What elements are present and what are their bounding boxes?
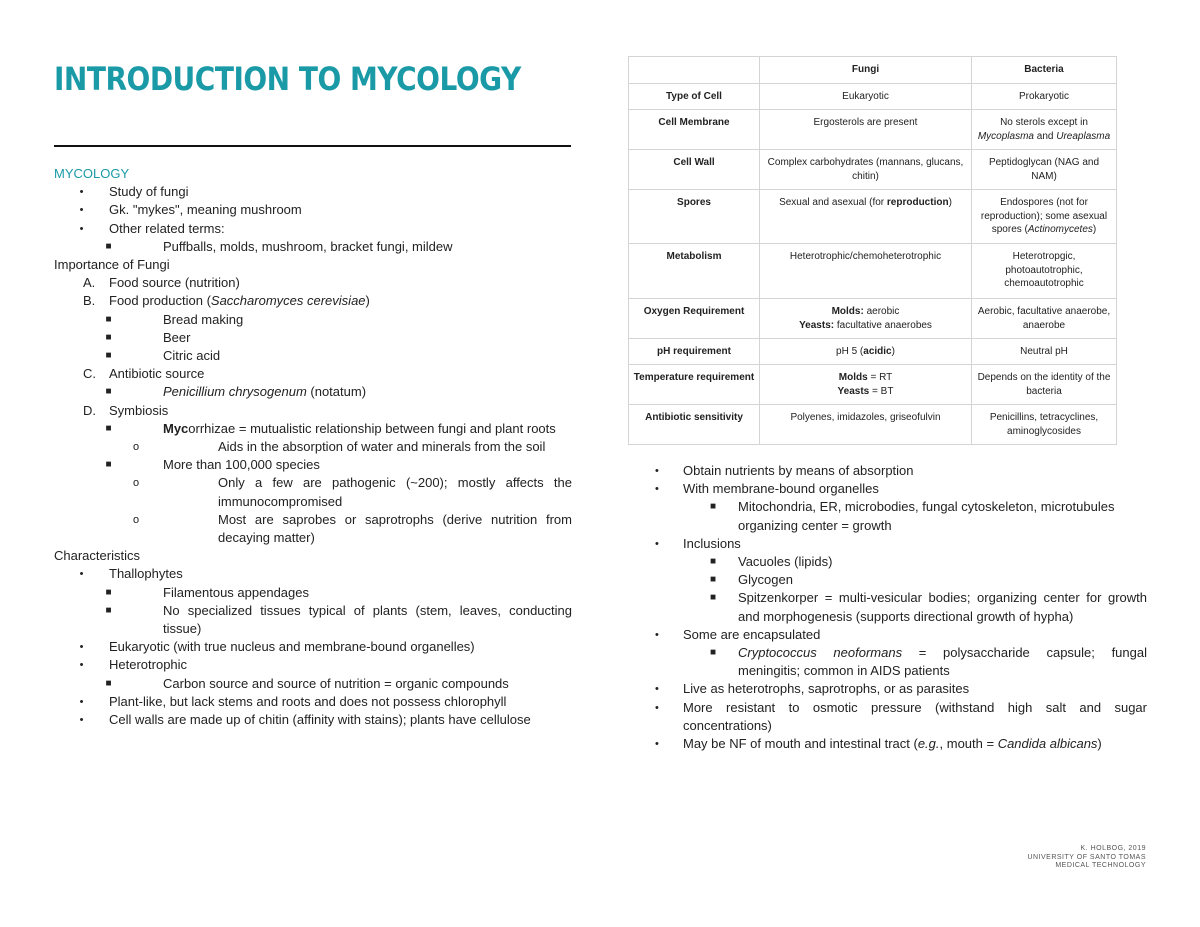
list-item: o Aids in the absorption of water and minerals from the soil (132, 439, 546, 455)
list-item: ■ Mycorrhizae = mutualistic relationship between fungi and plant roots (105, 420, 556, 436)
right-column (655, 462, 1147, 753)
table-row: Oxygen Requirement Molds: aerobic Yeasts: facultative anaerobes Aerobic, facultative anaerobe, anaerobe (629, 299, 1117, 339)
list-item: • Plant-like, but lack stems and roots and does not possess chlorophyll (79, 693, 507, 709)
list-item: • Eukaryotic (with true nucleus and membrane-bound organelles) (79, 639, 475, 655)
list-item: • Study of fungi (79, 184, 189, 200)
list-item: ■ Puffballs, molds, mushroom, bracket fungi, mildew (105, 238, 453, 254)
list-item: ■ No specialized tissues typical of plants (stem, leaves, conducting tissue) (105, 602, 572, 637)
list-item: ■ Carbon source and source of nutrition = organic compounds (105, 675, 509, 691)
list-item: • Thallophytes (79, 566, 183, 582)
table-row: pH requirement pH 5 (acidic) Neutral pH (629, 339, 1117, 365)
list-item: ■ Glycogen (710, 572, 793, 588)
list-item: • Heterotrophic (79, 657, 188, 673)
list-item: o Only a few are pathogenic (~200); mostly affects the immunocompromised (132, 475, 572, 509)
list-item: • Live as heterotrophs, saprotrophs, or as parasites (655, 681, 970, 697)
table-row: Temperature requirement Molds = RT Yeasts = BT Depends on the identity of the bacteria (629, 365, 1117, 405)
table-row: Spores Sexual and asexual (for reproduction) Endospores (not for reproduction); some asexual spores (Actinomycetes) (629, 190, 1117, 244)
footer-credit: K. HOLBOG, 2019 UNIVERSITY OF SANTO TOMAS MEDICAL TECHNOLOGY (1027, 845, 1146, 869)
title-divider (54, 145, 571, 147)
list-item: ■ Citric acid (105, 348, 221, 364)
list-item: B. Food production (Saccharomyces cerevisiae) (83, 293, 370, 309)
mycology-heading: MYCOLOGY (54, 166, 130, 181)
list-item: ■ Cryptococcus neoformans = polysaccharide capsule; fungal meningitis; common in AIDS patients (710, 645, 1147, 679)
list-item: ■ Spitzenkorper = multi-vesicular bodies; organizing center for growth and morphogenesis (supports directional growth of hypha) (710, 590, 1147, 624)
list-item: A. Food source (nutrition) (83, 275, 240, 291)
table-row: Metabolism Heterotrophic/chemoheterotrophic Heterotropgic, photoautotrophic, chemoautotrophic (629, 244, 1117, 299)
list-item: ■ More than 100,000 species (105, 457, 320, 473)
column-header: Fungi (760, 57, 972, 84)
list-item: • Inclusions (655, 535, 741, 551)
list-item: ■ Beer (105, 329, 191, 345)
table-row: Cell Wall Complex carbohydrates (mannans, glucans, chitin) Peptidoglycan (NAG and NAM) (629, 150, 1117, 190)
table-row: Type of Cell Eukaryotic Prokaryotic (629, 84, 1117, 110)
list-item: • Cell walls are made up of chitin (affinity with stains); plants have cellulose (79, 712, 531, 728)
list-item: C. Antibiotic source (83, 366, 205, 382)
list-item: ■ Penicillium chrysogenum (notatum) (105, 384, 367, 400)
list-item: • More resistant to osmotic pressure (withstand high salt and sugar concentrations) (655, 699, 1147, 733)
list-item: ■ Mitochondria, ER, microbodies, fungal cytoskeleton, microtubules organizing center = growth (710, 499, 1115, 533)
importance-heading: Importance of Fungi (54, 257, 170, 273)
list-item: ■ Filamentous appendages (105, 584, 309, 600)
list-item: • Other related terms: (79, 220, 225, 236)
list-item: ■ Bread making (105, 311, 244, 327)
list-item: ■ Vacuoles (lipids) (710, 554, 833, 570)
list-item: • Gk. "mykes", meaning mushroom (79, 202, 302, 218)
column-header: Bacteria (972, 57, 1117, 84)
comparison-table (628, 56, 1117, 445)
table-header-row (629, 57, 1117, 84)
left-column (54, 165, 572, 729)
characteristics-heading: Characteristics (54, 548, 140, 564)
table-row: Cell Membrane Ergosterols are present No sterols except in Mycoplasma and Ureaplasma (629, 110, 1117, 150)
list-item: o Most are saprobes or saprotrophs (derive nutrition from decaying matter) (132, 511, 572, 546)
list-item: • Obtain nutrients by means of absorption (655, 463, 914, 478)
list-item: D. Symbiosis (83, 402, 169, 418)
page-title: INTRODUCTION TO MYCOLOGY (54, 60, 521, 98)
list-item: • With membrane-bound organelles (655, 481, 879, 497)
list-item: • May be NF of mouth and intestinal tract (e.g., mouth = Candida albicans) (655, 736, 1102, 752)
list-item: • Some are encapsulated (655, 626, 821, 642)
column-header (629, 57, 760, 84)
table-row: Antibiotic sensitivity Polyenes, imidazoles, griseofulvin Penicillins, tetracyclines, aminoglycosides (629, 405, 1117, 445)
